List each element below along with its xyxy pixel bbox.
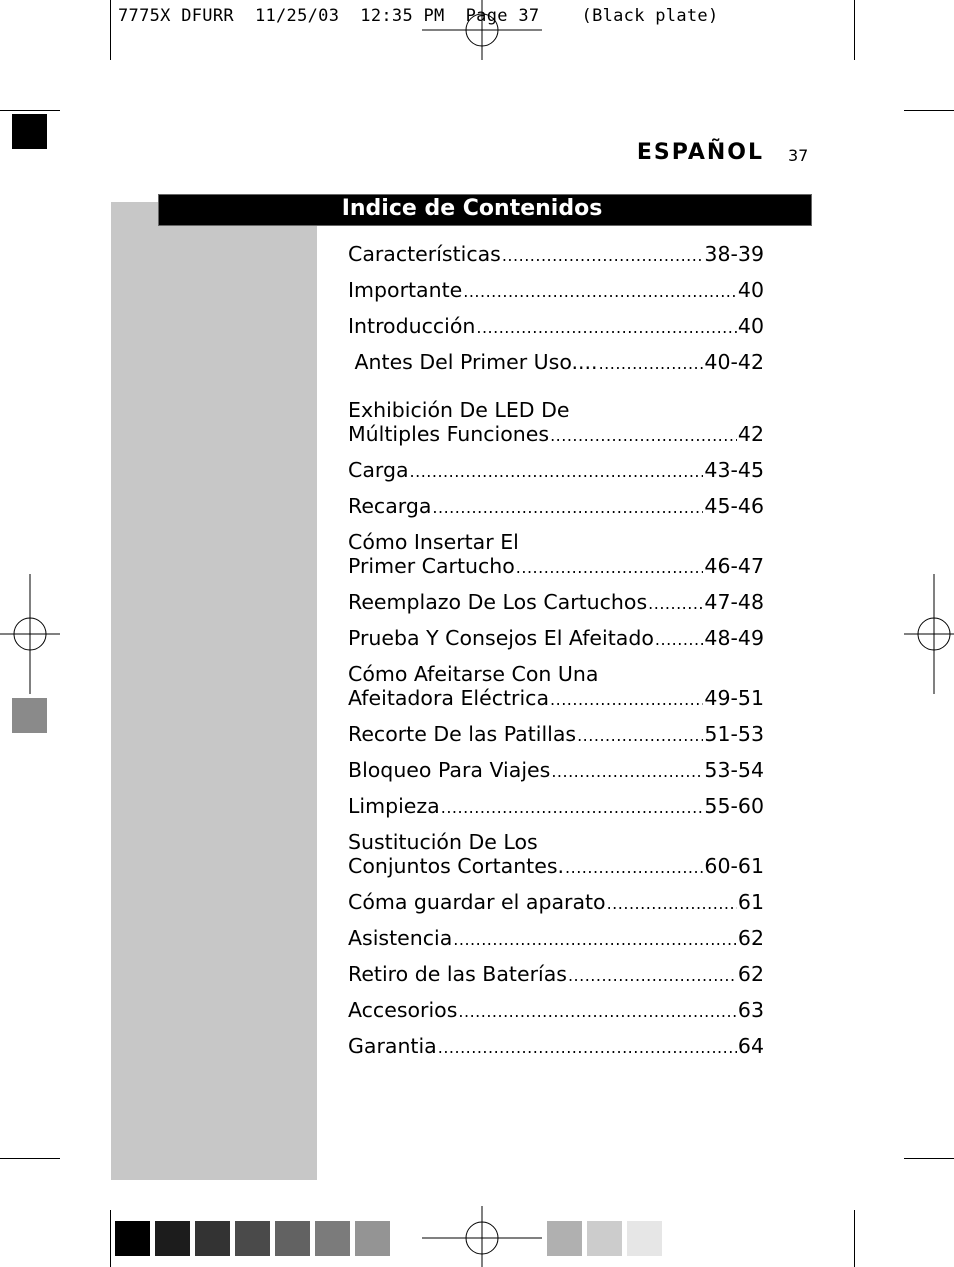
- language-heading: ESPAÑOL: [636, 140, 764, 165]
- toc-entry: [348, 722, 764, 746]
- toc-entry-heading-line: Exhibición De LED De: [348, 398, 570, 422]
- dot-leader: [648, 590, 703, 614]
- toc-entry-label: Garantia: [348, 1034, 437, 1058]
- crop-mark: [904, 110, 954, 111]
- crop-mark: [110, 0, 111, 60]
- dot-leader: [607, 890, 737, 914]
- dot-leader: [441, 794, 704, 818]
- dot-leader: [550, 686, 703, 710]
- toc-entry: [348, 998, 764, 1022]
- registration-mark-bottom: [420, 1206, 544, 1267]
- toc-entry-pages: 38-39: [704, 242, 764, 266]
- toc-entry-label: Afeitadora Eléctrica: [348, 686, 550, 710]
- crop-mark: [0, 110, 60, 111]
- dot-leader: [502, 242, 704, 266]
- registration-mark-left: [0, 574, 62, 696]
- crop-mark: [854, 0, 855, 60]
- crop-mark: [854, 1210, 855, 1267]
- toc-entry-pages: 40-42: [704, 350, 764, 374]
- crop-mark: [0, 1158, 60, 1159]
- toc-entry-pages: 62: [737, 926, 764, 950]
- toc-entry-pages: 47-48: [704, 590, 764, 614]
- toc-entry: [348, 458, 764, 482]
- toc-entry-pages: 62: [737, 962, 764, 986]
- toc-entry-heading-line: Cómo Afeitarse Con Una: [348, 662, 599, 686]
- toc-entry-pages: 46-47: [704, 554, 764, 578]
- toc-entry-label: Accesorios: [348, 998, 458, 1022]
- toc-entry: [348, 758, 764, 782]
- calibration-swatch: [547, 1221, 582, 1256]
- toc-entry-label: Prueba Y Consejos El Afeitado: [348, 626, 654, 650]
- toc-entry-pages: 40: [737, 278, 764, 302]
- toc-entry-heading-line: Cómo Insertar El: [348, 530, 519, 554]
- dot-leader: [476, 314, 737, 338]
- toc-entry: [348, 530, 764, 578]
- toc-entry: [348, 626, 764, 650]
- dot-leader: [551, 758, 703, 782]
- toc-entry: [348, 662, 764, 710]
- gray-marker-square: [12, 698, 47, 733]
- toc-entry: [348, 590, 764, 614]
- dot-leader: [516, 554, 704, 578]
- toc-entry-pages: 60-61: [704, 854, 764, 878]
- calibration-swatch: [627, 1221, 662, 1256]
- crop-mark: [110, 1210, 111, 1267]
- toc-entry: [348, 278, 764, 302]
- crop-mark: [904, 1158, 954, 1159]
- dot-leader: [458, 998, 737, 1022]
- black-marker-square: [12, 114, 47, 149]
- toc-entry-pages: 51-53: [704, 722, 764, 746]
- calibration-swatch: [235, 1221, 270, 1256]
- toc-entry-pages: 61: [737, 890, 764, 914]
- calibration-swatch: [275, 1221, 310, 1256]
- toc-entry-label: Recarga: [348, 494, 432, 518]
- calibration-swatch: [315, 1221, 350, 1256]
- toc-entry-label: Múltiples Funciones: [348, 422, 550, 446]
- registration-mark-right: [902, 574, 954, 696]
- toc-entry-pages: 55-60: [704, 794, 764, 818]
- toc-entry: [348, 830, 764, 878]
- toc-entry: [348, 962, 764, 986]
- dot-leader: [599, 350, 704, 374]
- dot-leader: [565, 854, 703, 878]
- toc-entry: [348, 350, 764, 374]
- toc-entry-pages: 43-45: [704, 458, 764, 482]
- sidebar-gray-bar: [111, 202, 317, 1180]
- toc-entry-label: Antes Del Primer Uso....: [348, 350, 598, 374]
- toc-entry: [348, 494, 764, 518]
- calibration-swatch: [355, 1221, 390, 1256]
- toc-entry: [348, 242, 764, 266]
- toc-entry-label: Introducción: [348, 314, 476, 338]
- toc-entry: [348, 398, 764, 446]
- print-slug: 7775X DFURR 11/25/03 12:35 PM Page 37 (Black plate): [118, 6, 719, 26]
- toc-entry-pages: 42: [737, 422, 764, 446]
- toc-entry-label: Limpieza: [348, 794, 440, 818]
- toc-entry-label: Recorte De las Patillas: [348, 722, 577, 746]
- dot-leader: [463, 278, 737, 302]
- dot-leader: [577, 722, 703, 746]
- dot-leader: [550, 422, 737, 446]
- table-of-contents: [348, 242, 764, 1058]
- toc-entry-pages: 64: [737, 1034, 764, 1058]
- toc-entry-label: Características: [348, 242, 501, 266]
- toc-entry-label: Primer Cartucho: [348, 554, 515, 578]
- calibration-swatch: [587, 1221, 622, 1256]
- toc-entry-pages: 49-51: [704, 686, 764, 710]
- calibration-swatch: [115, 1221, 150, 1256]
- toc-entry-label: Asistencia: [348, 926, 453, 950]
- toc-entry-pages: 53-54: [704, 758, 764, 782]
- toc-entry: [348, 314, 764, 338]
- page-number: 37: [788, 146, 809, 165]
- dot-leader: [432, 494, 703, 518]
- toc-entry-label: Conjuntos Cortantes.: [348, 854, 565, 878]
- toc-entry-heading-line: Sustitución De Los: [348, 830, 538, 854]
- toc-entry-pages: 63: [737, 998, 764, 1022]
- registration-mark-top: [420, 0, 544, 62]
- toc-entry-label: Bloqueo Para Viajes: [348, 758, 551, 782]
- toc-entry: [348, 926, 764, 950]
- dot-leader: [655, 626, 704, 650]
- toc-entry-pages: 40: [737, 314, 764, 338]
- toc-entry-pages: 45-46: [704, 494, 764, 518]
- toc-entry-label: Reemplazo De Los Cartuchos: [348, 590, 648, 614]
- toc-entry: [348, 890, 764, 914]
- title-bar: [158, 194, 812, 226]
- dot-leader: [453, 926, 737, 950]
- toc-entry-label: Cóma guardar el aparato: [348, 890, 606, 914]
- toc-entry-pages: 48-49: [704, 626, 764, 650]
- toc-entry-label: Carga: [348, 458, 409, 482]
- dot-leader: [410, 458, 704, 482]
- toc-entry: [348, 794, 764, 818]
- toc-entry: [348, 1034, 764, 1058]
- page-title: Indice de Contenidos: [341, 196, 603, 221]
- toc-entry-label: Retiro de las Baterías: [348, 962, 567, 986]
- dot-leader: [568, 962, 737, 986]
- calibration-swatch: [155, 1221, 190, 1256]
- dot-leader: [438, 1034, 737, 1058]
- calibration-swatch: [195, 1221, 230, 1256]
- toc-entry-label: Importante: [348, 278, 463, 302]
